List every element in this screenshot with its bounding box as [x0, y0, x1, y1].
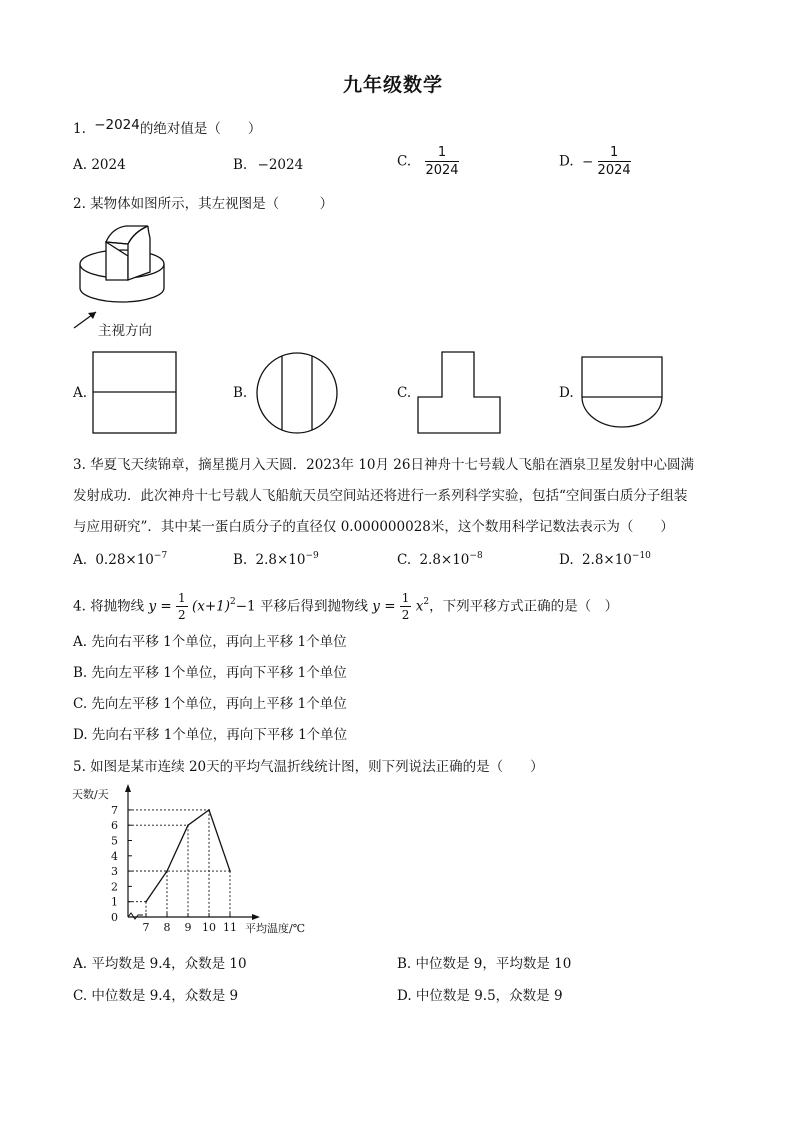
option-value: 2.8×10	[255, 552, 306, 568]
option-letter: A.	[73, 552, 88, 568]
temperature-line-chart	[70, 780, 330, 945]
fraction-half	[176, 592, 188, 621]
data-point	[187, 824, 189, 826]
question-4	[73, 582, 618, 627]
y-tick-label: 6	[111, 819, 118, 833]
option-c[interactable]: C. 先向左平移 1个单位，再向上平移 1个单位	[73, 696, 347, 712]
exponent: −9	[305, 551, 319, 561]
y-axis-arrow	[125, 784, 131, 792]
fraction	[598, 146, 631, 177]
x-tick-label: 8	[163, 921, 171, 934]
x-tick-label: 10	[202, 921, 216, 934]
option-c[interactable]: C. 中位数是 9.4，众数是 9	[73, 988, 239, 1004]
option-d[interactable]: D. 先向右平移 1个单位，再向下平移 1个单位	[73, 727, 348, 743]
option-letter: A.	[73, 157, 88, 173]
exponent: −8	[469, 551, 483, 561]
question-3-line-3: 与应用研究”．其中某一蛋白质分子的直径仅 0.000000028米，这个数用科学记数法表示为（ ）	[73, 519, 674, 535]
option-value: 2.8×10	[581, 552, 632, 568]
question-3-line-1: 3. 华夏飞天续锦章，摘星揽月入天圆．2023年 10月 26日神舟十七号载人飞船在酒泉卫星发射中心圆满	[73, 457, 694, 473]
exponent: −7	[153, 551, 168, 561]
option-letter: D.	[559, 153, 574, 170]
option-b[interactable]	[233, 551, 319, 568]
question-5: 5. 如图是某市连续 20天的平均气温折线统计图，则下列说法正确的是（ ）	[73, 759, 544, 775]
data-point	[229, 870, 231, 872]
data-point	[166, 870, 168, 872]
x-tick-label: 11	[223, 921, 237, 934]
option-value: 2024	[91, 157, 126, 173]
axis-break	[128, 913, 143, 919]
exponent: −10	[631, 551, 651, 561]
view-direction-label: 主视方向	[98, 323, 152, 339]
equals-sign: =	[384, 598, 396, 615]
x-axis-label: 平均温度/℃	[245, 922, 306, 935]
equals-sign: =	[160, 598, 172, 615]
fraction-numerator: 1	[598, 146, 631, 162]
option-value: 2.8×10	[419, 552, 470, 568]
option-letter: B.	[233, 157, 248, 173]
y-tick-label: 2	[111, 880, 118, 894]
question-text: 平移后得到抛物线	[259, 598, 368, 615]
option-a[interactable]	[73, 551, 167, 568]
question-text: ，下列平移方式正确的是（ ）	[429, 598, 619, 615]
option-value: −2024	[257, 157, 304, 173]
option-a[interactable]: A. 先向右平移 1个单位，再向上平移 1个单位	[73, 634, 347, 650]
exponent: 2	[230, 597, 236, 607]
data-point	[145, 901, 147, 903]
y-tick-label: 1	[111, 895, 118, 909]
fraction-denominator: 2024	[597, 163, 631, 178]
option-d[interactable]	[559, 146, 631, 177]
data-point	[208, 809, 210, 811]
option-letter: D.	[559, 552, 574, 568]
option-letter: B.	[233, 552, 248, 568]
option-d[interactable]: D.	[559, 385, 574, 401]
question-text: 的绝对值是（ ）	[139, 121, 262, 137]
minus-sign: −	[581, 153, 594, 170]
fraction-numerator: 1	[425, 146, 458, 162]
option-d[interactable]: D. 中位数是 9.5，众数是 9	[397, 988, 563, 1004]
expression: (x+1)	[191, 598, 231, 615]
option-c[interactable]	[397, 551, 483, 568]
question-text: 4. 将抛物线	[73, 598, 145, 615]
option-a[interactable]	[73, 157, 126, 173]
variable-x: x	[415, 598, 424, 615]
view-option-c-figure	[416, 350, 504, 436]
expression: −1	[235, 598, 256, 615]
y-tick-label: 0	[111, 911, 118, 924]
option-value: 0.28×10	[95, 552, 154, 568]
option-b[interactable]: B. 先向左平移 1个单位，再向下平移 1个单位	[73, 665, 347, 681]
x-tick-label: 9	[184, 921, 192, 934]
view-option-a-figure	[91, 350, 179, 436]
x-tick-label: 7	[142, 921, 150, 934]
option-d[interactable]	[559, 551, 651, 568]
variable-y: y	[372, 598, 380, 615]
question-number: 1.	[73, 121, 86, 137]
option-b[interactable]: B.	[233, 385, 248, 401]
exponent: 2	[423, 597, 430, 607]
option-a[interactable]: A. 平均数是 9.4，众数是 10	[73, 956, 247, 972]
fraction	[425, 146, 458, 177]
fraction-numerator: 1	[178, 591, 186, 605]
option-letter: C.	[397, 153, 412, 170]
page-title: 九年级数学	[343, 74, 444, 96]
option-a[interactable]: A.	[73, 385, 88, 401]
y-tick-label: 4	[111, 849, 118, 863]
option-letter: C.	[397, 552, 412, 568]
series-line	[146, 810, 230, 902]
view-option-b-figure	[254, 350, 342, 436]
fraction-denominator: 2	[178, 608, 186, 622]
question-expression: −2024	[94, 117, 140, 133]
y-tick-label: 7	[111, 803, 118, 817]
x-axis-arrow	[252, 914, 260, 920]
fraction-numerator: 1	[401, 591, 410, 605]
question-2: 2. 某物体如图所示，其左视图是（ ）	[73, 196, 334, 212]
option-b[interactable]: B. 中位数是 9，平均数是 10	[397, 956, 572, 972]
y-axis-label: 天数/天	[72, 788, 109, 801]
y-tick-label: 3	[111, 865, 118, 879]
question-1	[73, 117, 261, 137]
view-option-d-figure	[580, 355, 666, 435]
y-tick-label: 5	[111, 834, 118, 848]
option-b[interactable]	[233, 157, 303, 173]
option-c[interactable]	[397, 146, 459, 177]
fraction-denominator: 2024	[425, 163, 459, 178]
fraction-denominator: 2	[401, 608, 410, 622]
question-3-line-2: 发射成功．此次神舟十七号载人飞船航天员空间站还将进行一系列科学实验，包括“空间蛋白质分子组装	[73, 488, 688, 504]
variable-y: y	[148, 598, 157, 615]
option-c[interactable]: C.	[397, 385, 412, 401]
fraction-half	[400, 592, 412, 621]
